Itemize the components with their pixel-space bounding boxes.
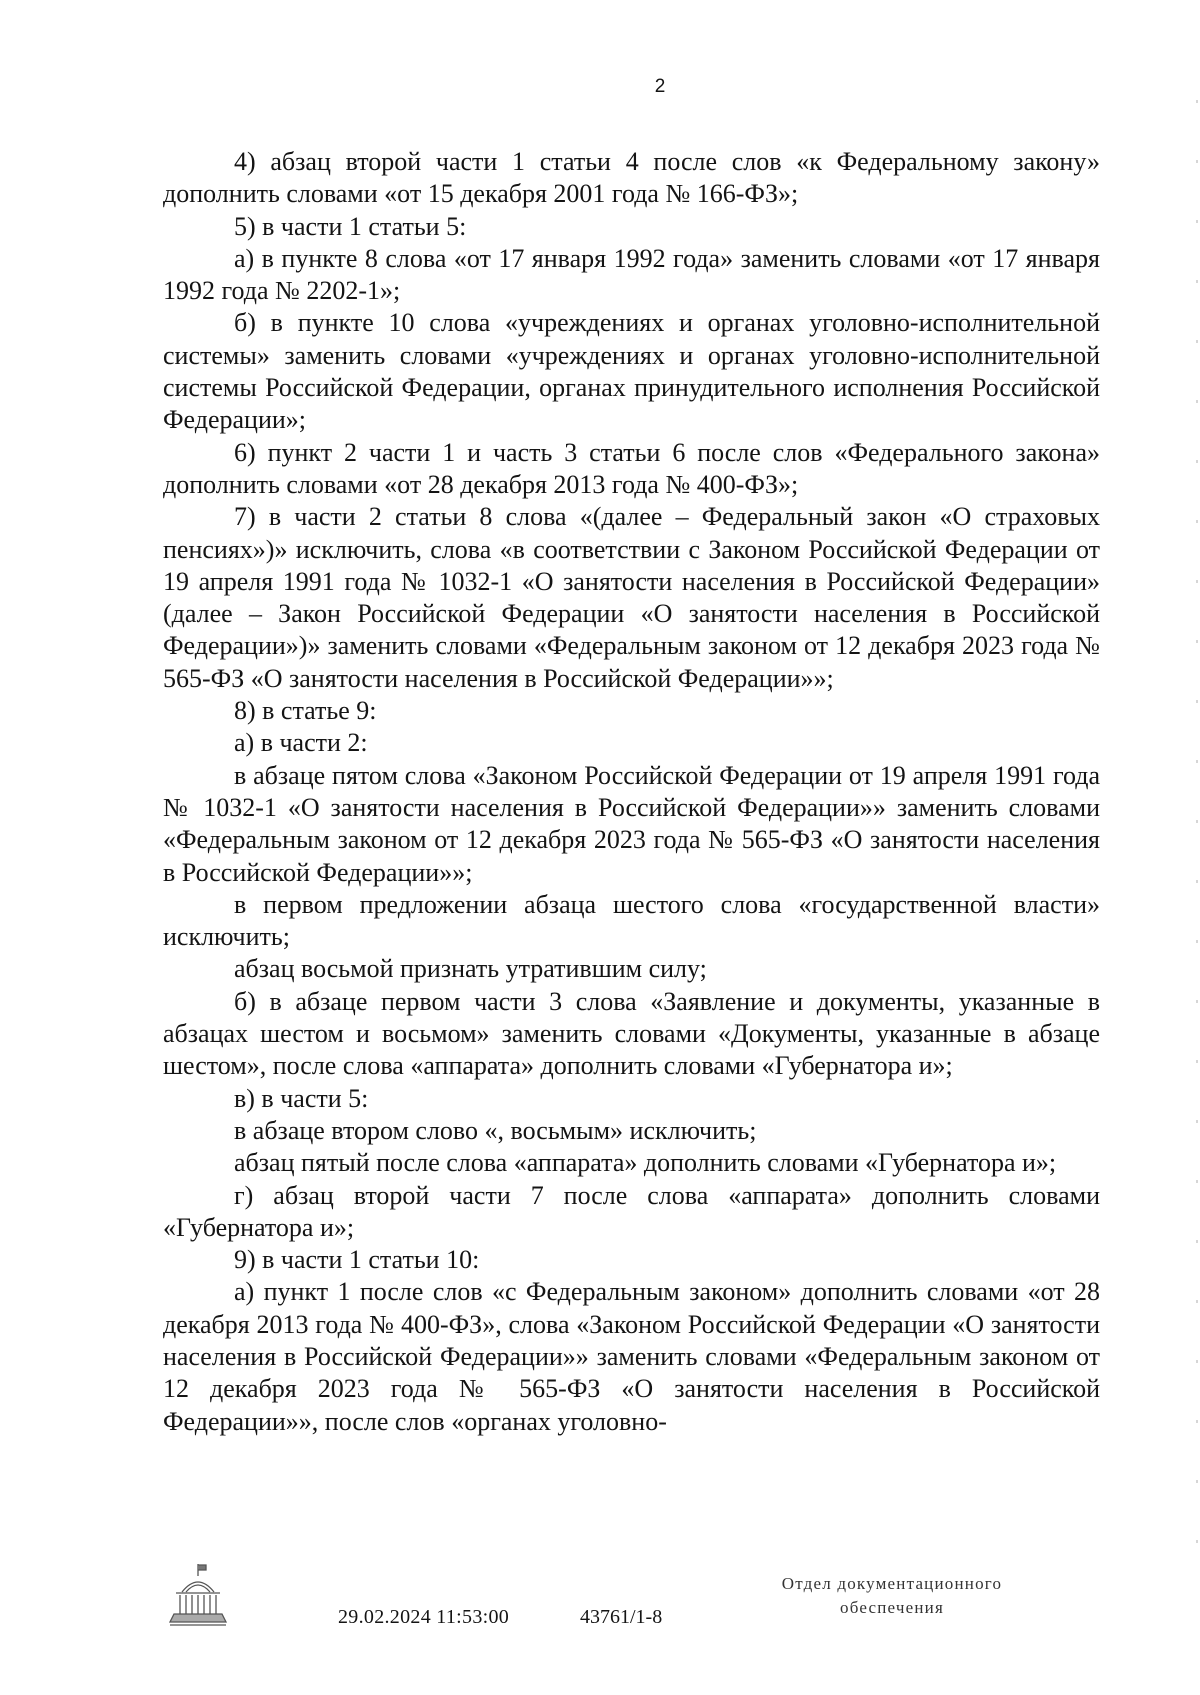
paragraph: в абзаце втором слово «, восьмым» исключить; [234,1115,757,1145]
paragraph: 6) пункт 2 части 1 и часть 3 статьи 6 после слов «Федерального закона» дополнить словами «от 28 декабря 2013 года № 400-ФЗ»; [163,437,1100,499]
footer-datetime: 29.02.2024 11:53:00 [338,1606,510,1628]
paragraph: б) в абзаце первом части 3 слова «Заявление и документы, указанные в абзацах шестом и восьмом» заменить словами «Документы, указанные в абзаце шестом», после слова «аппарата» дополнить словами «Губернатора и»; [163,986,1100,1081]
paragraph: а) в пункте 8 слова «от 17 января 1992 года» заменить словами «от 17 января 1992 года № 2202-1»; [163,243,1100,306]
paragraph: в первом предложении абзаца шестого слова «государственной власти» исключить; [163,889,1100,952]
paragraph: 5) в части 1 статьи 5: [234,211,467,241]
paragraph: а) пункт 1 после слов «с Федеральным законом» дополнить словами «от 28 декабря 2013 года № 400-ФЗ», слова «Законом Российской Федерации «О занятости населения в Российской Федерации»» заменить словами «Федеральным законом от 12 декабря 2023 года № 565-ФЗ «О занятости населения в Российской Федерации»», после слов «органах уголовно- [163,1277,1100,1436]
paragraph: а) в части 2: [234,728,368,758]
page-number: 2 [654,76,666,97]
footer-department-stamp [752,1572,1032,1620]
paragraph: 8) в статье 9: [234,696,377,726]
paragraph: 4) абзац второй части 1 статьи 4 после слов «к Федеральному закону» дополнить словами «от 15 декабря 2001 года № 166-ФЗ»; [163,147,1100,209]
paragraph: б) в пункте 10 слова «учреждениях и органах уголовно-исполнительной системы» заменить словами «учреждениях и органах уголовно-исполнительной системы Российской Федерации, органах принудительного исполнения Российской Федерации»; [163,308,1100,435]
parliament-building-emblem-icon [168,1562,228,1626]
scan-edge-marks [1196,100,1198,1550]
paragraph: 7) в части 2 статьи 8 слова «(далее – Федеральный закон «О страховых пенсиях»)» исключить, слова «в соответствии с Законом Российской Федерации от 19 апреля 1991 года № 1032-1 «О занятости населения в Российской Федерации» (далее – Закон Российской Федерации «О занятости населения в Российской Федерации»)» заменить словами «Федеральным законом от 12 декабря 2023 года № 565-ФЗ «О занятости населения в Российской Федерации»»; [163,502,1100,693]
department-line: обеспечения [840,1598,944,1617]
paragraph: в абзаце пятом слова «Законом Российской Федерации от 19 апреля 1991 года № 1032-1 «О занятости населения в Российской Федерации»» заменить словами «Федеральным законом от 12 декабря 2023 года № 565-ФЗ «О занятости населения в Российской Федерации»»; [163,760,1100,887]
paragraph: г) абзац второй части 7 после слова «аппарата» дополнить словами «Губернатора и»; [163,1180,1100,1242]
department-line: Отдел документационного [781,1574,1003,1593]
paragraph: абзац восьмой признать утратившим силу; [234,954,707,984]
paragraph: 9) в части 1 статьи 10: [234,1245,480,1275]
footer-document-id: 43761/1-8 [580,1606,663,1628]
paragraph: в) в части 5: [234,1083,369,1113]
paragraph: абзац пятый после слова «аппарата» дополнить словами «Губернатора и»; [234,1148,1057,1178]
document-body [163,146,1100,1438]
